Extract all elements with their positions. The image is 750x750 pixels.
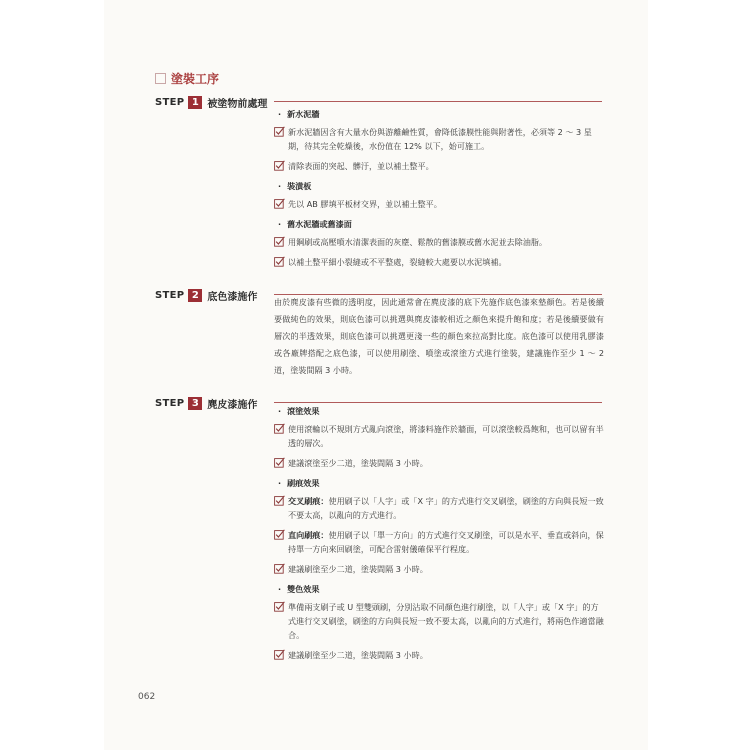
subsection-title: · 裝潢板	[274, 179, 604, 193]
page-number: 062	[138, 692, 156, 702]
step-3-rule	[274, 402, 602, 403]
checklist-item-text	[288, 422, 604, 450]
checklist-item	[274, 235, 604, 249]
step-name: 麂皮漆施作	[207, 400, 258, 411]
step-name: 被塗物前處理	[207, 99, 268, 110]
step-name: 底色漆施作	[207, 292, 258, 303]
item-body: 以補土整平細小裂縫或不平整處，裂縫較大處要以水泥填補。	[288, 257, 507, 267]
step-3-label	[155, 396, 257, 411]
section-title-text: 塗裝工序	[171, 72, 220, 86]
step-2-paragraph: 由於麂皮漆有些微的透明度，因此通常會在麂皮漆的底下先施作底色漆來墊顏色。若是後續要做純色的效果，則底色漆可以挑選與麂皮漆較相近之顏色來提升飽和度；若是後續要做有層次的半透效果，則底色漆可以挑選更淺一些的顏色來拉高對比度。底色漆可以使用乳膠漆或各廠牌搭配之底色漆，可以使用刷塗、噴塗或滾塗方式進行塗裝，建議施作至少 1 ～ 2 道，塗裝間隔 3 小時。	[274, 297, 604, 375]
item-body: 清除表面的突起、髒汙，並以補土整平。	[288, 161, 434, 171]
item-body: 準備兩支刷子或 U 型雙頭刷，分別沾取不同顏色進行刷塗，以「人字」或「X 字」的方式進行交叉刷塗，刷塗的方向與長短一致不要太高，以亂向的方式進行，將兩色作適當融合。	[288, 602, 604, 640]
step-1-rule	[274, 101, 602, 102]
subsection-title: · 滾塗效果	[274, 404, 604, 418]
step-3-content	[274, 404, 604, 662]
item-body: 建議刷塗至少二道，塗裝間隔 3 小時。	[288, 564, 428, 574]
step-2-content	[274, 294, 604, 379]
step-word: STEP	[155, 398, 185, 409]
checklist-item	[274, 197, 604, 211]
checkbox-icon	[274, 161, 284, 171]
item-body: 用鋼刷或高壓噴水清潔表面的灰塵、鬆散的舊漆膜或舊水泥並去除油脂。	[288, 237, 548, 247]
checkbox-icon	[274, 564, 284, 574]
checkbox-icon	[274, 237, 284, 247]
step-2-label	[155, 288, 257, 303]
item-body: 建議刷塗至少二道，塗裝間隔 3 小時。	[288, 650, 428, 660]
checklist-item	[274, 456, 604, 470]
checklist-item-text	[288, 562, 604, 576]
item-body: 先以 AB 膠填平板材交界，並以補土整平。	[288, 199, 442, 209]
checklist-item-text	[288, 528, 604, 556]
checklist-item	[274, 562, 604, 576]
item-body: 使用滾輪以不規則方式亂向滾塗，將漆料施作於牆面，可以滾塗較爲飽和，也可以留有半透的層次。	[288, 424, 604, 448]
item-body: 建議滾塗至少二道，塗裝間隔 3 小時。	[288, 458, 428, 468]
checkbox-icon	[274, 257, 284, 267]
checkbox-icon	[274, 424, 284, 434]
checkbox-icon	[274, 199, 284, 209]
checklist-item-text	[288, 197, 604, 211]
checkbox-icon	[274, 458, 284, 468]
checkbox-icon	[274, 530, 284, 540]
subsection-title: · 舊水泥牆或舊漆面	[274, 217, 604, 231]
checklist-item	[274, 600, 604, 642]
checklist-item	[274, 422, 604, 450]
title-square-icon	[155, 73, 166, 84]
checklist-item-text	[288, 235, 604, 249]
step-number-badge: 1	[188, 96, 202, 109]
step-1-label	[155, 95, 267, 110]
checklist-item-text	[288, 600, 604, 642]
step-word: STEP	[155, 290, 185, 301]
checkbox-icon	[274, 127, 284, 137]
checklist-item-text	[288, 125, 604, 153]
item-lead: 交叉刷痕：	[288, 496, 329, 506]
item-body: 新水泥牆因含有大量水份與游離鹼性質，會降低漆膜性能與附著性，必須等 2 ～ 3 星期，待其完全乾燥後，水份值在 12% 以下，始可施工。	[288, 127, 592, 151]
checkbox-icon	[274, 650, 284, 660]
checklist-item	[274, 494, 604, 522]
checklist-item-text	[288, 255, 604, 269]
step-word: STEP	[155, 97, 185, 108]
step-number-badge: 2	[188, 289, 202, 302]
checklist-item	[274, 255, 604, 269]
checklist-item	[274, 159, 604, 173]
checklist-item-text	[288, 494, 604, 522]
item-lead: 直向刷痕：	[288, 530, 329, 540]
checklist-item	[274, 528, 604, 556]
step-number-badge: 3	[188, 397, 202, 410]
item-body: 使用刷子以「單一方向」的方式進行交叉刷塗，可以是水平、垂直或斜向，保持單一方向來回刷塗，可配合雷射儀確保平行程度。	[288, 530, 604, 554]
checklist-item-text	[288, 648, 604, 662]
checklist-item-text	[288, 456, 604, 470]
subsection-title: · 雙色效果	[274, 582, 604, 596]
checklist-item	[274, 648, 604, 662]
step-1-content	[274, 107, 604, 269]
checklist-item-text	[288, 159, 604, 173]
section-title	[155, 70, 219, 87]
checkbox-icon	[274, 602, 284, 612]
subsection-title: · 刷痕效果	[274, 476, 604, 490]
checklist-item	[274, 125, 604, 153]
checkbox-icon	[274, 496, 284, 506]
item-body: 使用刷子以「人字」或「X 字」的方式進行交叉刷塗，刷塗的方向與長短一致不要太高，以亂向的方式進行。	[288, 496, 604, 520]
subsection-title: · 新水泥牆	[274, 107, 604, 121]
